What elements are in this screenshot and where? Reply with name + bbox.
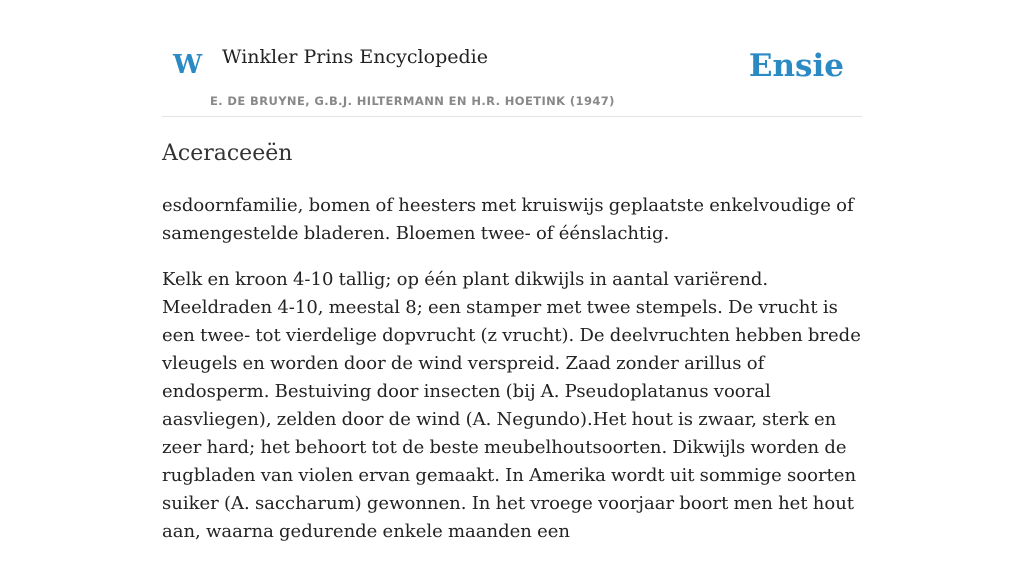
ensie-logo-link[interactable]: Ensie bbox=[748, 48, 844, 84]
source-header bbox=[162, 0, 862, 117]
entry-content bbox=[162, 140, 862, 564]
entry-paragraph: esdoornfamilie, bomen of heesters met kruiswijs geplaatste enkelvoudige of samengestelde bladeren. Bloemen twee- of éénslachtig. bbox=[162, 195, 854, 244]
source-title[interactable]: Winkler Prins Encyclopedie bbox=[222, 46, 488, 68]
entry-title: Aceraceeën bbox=[162, 141, 293, 166]
entry-paragraph: Kelk en kroon 4-10 tallig; op één plant dikwijls in aantal variërend. Meeldraden 4-10, meestal 8; een stamper met twee stempels. De vrucht is een twee- tot vierdelige dopvrucht (z vrucht). De deelvruchten hebben brede vleugels en worden door de wind verspreid. Zaad zonder arillus of endosperm. Bestuiving door insecten (bij A. Pseudoplatanus vooral aasvliegen), zelden door de wind (A. Negundo).Het hout is zwaar, sterk en zeer hard; het behoort tot de beste meubelhoutsoorten. Dikwijls worden de rugbladen van violen ervan gemaakt. In Amerika wordt uit sommige soorten suiker (A. saccharum) gewonnen. In het vroege voorjaar boort men het hout aan, waarna gedurende enkele maanden een bbox=[162, 269, 861, 542]
source-logo[interactable]: W bbox=[173, 50, 203, 80]
source-authors: E. DE BRUYNE, G.B.J. HILTERMANN EN H.R. HOETINK (1947) bbox=[210, 94, 615, 108]
